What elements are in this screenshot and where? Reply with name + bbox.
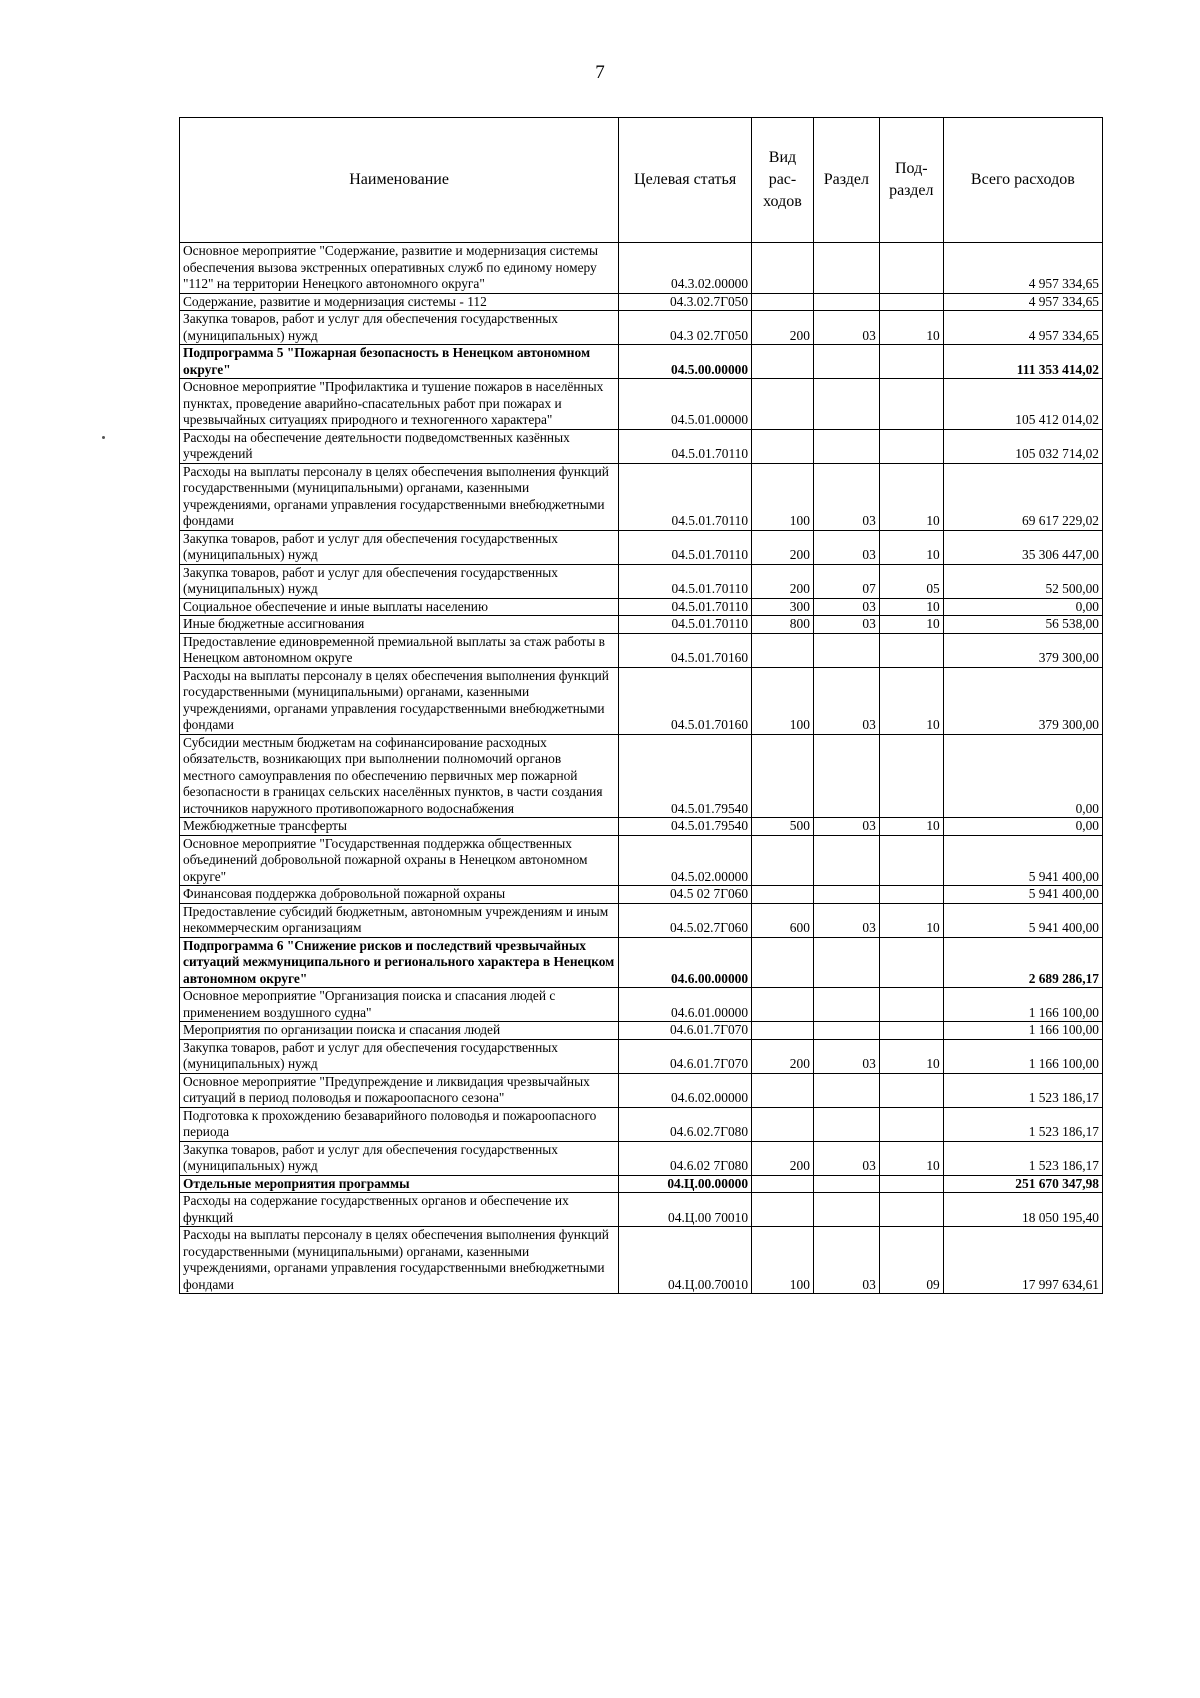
cell-podrazdel xyxy=(879,988,943,1022)
cell-code: 04.5.01.70110 xyxy=(619,616,752,634)
cell-podrazdel: 10 xyxy=(879,616,943,634)
cell-code: 04.5.01.70110 xyxy=(619,564,752,598)
scan-artifact-dot xyxy=(102,436,105,439)
cell-razdel: 03 xyxy=(813,1039,879,1073)
table-row xyxy=(180,463,1103,530)
table-row xyxy=(180,886,1103,904)
cell-razdel: 03 xyxy=(813,1141,879,1175)
table-row xyxy=(180,937,1103,988)
cell-vid: 500 xyxy=(752,818,814,836)
cell-name: Мероприятия по организации поиска и спасания людей xyxy=(180,1022,619,1040)
header-razdel: Раздел xyxy=(813,118,879,243)
table-row xyxy=(180,429,1103,463)
cell-code: 04.6.02.00000 xyxy=(619,1073,752,1107)
cell-name: Основное мероприятие "Профилактика и тушение пожаров в населённых пунктах, проведение аварийно-спасательных работ при пожарах и чрезвычайных ситуациях природного и техногенного характера" xyxy=(180,379,619,430)
cell-podrazdel: 09 xyxy=(879,1227,943,1294)
cell-vid: 600 xyxy=(752,903,814,937)
table-row xyxy=(180,564,1103,598)
cell-vid: 200 xyxy=(752,1039,814,1073)
cell-vid: 200 xyxy=(752,564,814,598)
header-vid: Вид рас-ходов xyxy=(752,118,814,243)
cell-code: 04.3 02.7Г050 xyxy=(619,311,752,345)
cell-total: 379 300,00 xyxy=(943,633,1102,667)
cell-name: Расходы на содержание государственных органов и обеспечение их функций xyxy=(180,1193,619,1227)
cell-total: 2 689 286,17 xyxy=(943,937,1102,988)
cell-podrazdel xyxy=(879,345,943,379)
cell-razdel xyxy=(813,293,879,311)
cell-name: Социальное обеспечение и иные выплаты населению xyxy=(180,598,619,616)
cell-podrazdel xyxy=(879,937,943,988)
cell-vid xyxy=(752,1022,814,1040)
cell-razdel: 03 xyxy=(813,598,879,616)
table-row xyxy=(180,1107,1103,1141)
table-row xyxy=(180,1022,1103,1040)
cell-code: 04.6.02 7Г080 xyxy=(619,1141,752,1175)
cell-total: 18 050 195,40 xyxy=(943,1193,1102,1227)
cell-razdel xyxy=(813,988,879,1022)
cell-total: 35 306 447,00 xyxy=(943,530,1102,564)
cell-name: Закупка товаров, работ и услуг для обеспечения государственных (муниципальных) нужд xyxy=(180,1039,619,1073)
cell-code: 04.Ц.00.00000 xyxy=(619,1175,752,1193)
cell-total: 5 941 400,00 xyxy=(943,886,1102,904)
cell-code: 04.5 02 7Г060 xyxy=(619,886,752,904)
cell-total: 1 523 186,17 xyxy=(943,1141,1102,1175)
table-row xyxy=(180,903,1103,937)
cell-total: 1 166 100,00 xyxy=(943,988,1102,1022)
cell-podrazdel: 05 xyxy=(879,564,943,598)
cell-vid: 100 xyxy=(752,463,814,530)
cell-vid xyxy=(752,429,814,463)
table-row xyxy=(180,243,1103,294)
cell-total: 105 412 014,02 xyxy=(943,379,1102,430)
cell-code: 04.6.00.00000 xyxy=(619,937,752,988)
budget-table xyxy=(179,117,1103,1294)
cell-total: 1 166 100,00 xyxy=(943,1022,1102,1040)
cell-name: Содержание, развитие и модернизация системы - 112 xyxy=(180,293,619,311)
table-row xyxy=(180,1175,1103,1193)
cell-code: 04.5.01.70160 xyxy=(619,667,752,734)
cell-total: 5 941 400,00 xyxy=(943,903,1102,937)
cell-podrazdel xyxy=(879,1073,943,1107)
cell-podrazdel xyxy=(879,1193,943,1227)
cell-podrazdel: 10 xyxy=(879,463,943,530)
cell-code: 04.6.01.00000 xyxy=(619,988,752,1022)
cell-total: 5 941 400,00 xyxy=(943,835,1102,886)
cell-vid: 100 xyxy=(752,1227,814,1294)
header-total: Всего расходов xyxy=(943,118,1102,243)
cell-vid xyxy=(752,1107,814,1141)
table-row xyxy=(180,1141,1103,1175)
cell-podrazdel: 10 xyxy=(879,667,943,734)
cell-vid: 800 xyxy=(752,616,814,634)
table-row xyxy=(180,667,1103,734)
cell-total: 56 538,00 xyxy=(943,616,1102,634)
cell-razdel: 03 xyxy=(813,530,879,564)
cell-podrazdel xyxy=(879,886,943,904)
cell-razdel: 03 xyxy=(813,1227,879,1294)
cell-vid xyxy=(752,243,814,294)
cell-vid xyxy=(752,988,814,1022)
cell-name: Закупка товаров, работ и услуг для обеспечения государственных (муниципальных) нужд xyxy=(180,564,619,598)
table-row xyxy=(180,1193,1103,1227)
cell-total: 1 166 100,00 xyxy=(943,1039,1102,1073)
cell-name: Расходы на выплаты персоналу в целях обеспечения выполнения функций государственными (муниципальными) органами, казенными учреждениями, органами управления государственными внебюджетными фондами xyxy=(180,667,619,734)
cell-code: 04.5.00.00000 xyxy=(619,345,752,379)
cell-razdel xyxy=(813,734,879,818)
table-row xyxy=(180,818,1103,836)
cell-code: 04.5.01.79540 xyxy=(619,734,752,818)
cell-total: 52 500,00 xyxy=(943,564,1102,598)
cell-podrazdel: 10 xyxy=(879,598,943,616)
cell-razdel: 03 xyxy=(813,463,879,530)
cell-podrazdel: 10 xyxy=(879,530,943,564)
cell-code: 04.5.01.70110 xyxy=(619,598,752,616)
table-row xyxy=(180,616,1103,634)
cell-vid xyxy=(752,937,814,988)
cell-code: 04.5.01.70110 xyxy=(619,530,752,564)
cell-razdel xyxy=(813,345,879,379)
cell-name: Предоставление единовременной премиальной выплаты за стаж работы в Ненецком автономном округе xyxy=(180,633,619,667)
cell-name: Основное мероприятие "Предупреждение и ликвидация чрезвычайных ситуаций в период половодья и пожароопасного сезона" xyxy=(180,1073,619,1107)
cell-name: Подготовка к прохождению безаварийного половодья и пожароопасного периода xyxy=(180,1107,619,1141)
cell-podrazdel xyxy=(879,379,943,430)
cell-name: Расходы на выплаты персоналу в целях обеспечения выполнения функций государственными (муниципальными) органами, казенными учреждениями, органами управления государственными внебюджетными фондами xyxy=(180,463,619,530)
header-code: Целевая статья xyxy=(619,118,752,243)
cell-vid: 200 xyxy=(752,1141,814,1175)
cell-total: 0,00 xyxy=(943,598,1102,616)
cell-code: 04.5.01.70160 xyxy=(619,633,752,667)
cell-razdel: 03 xyxy=(813,616,879,634)
cell-podrazdel: 10 xyxy=(879,1039,943,1073)
cell-razdel: 03 xyxy=(813,818,879,836)
cell-code: 04.3.02.00000 xyxy=(619,243,752,294)
page-number: 7 xyxy=(595,62,605,83)
cell-vid: 100 xyxy=(752,667,814,734)
cell-name: Основное мероприятие "Организация поиска и спасания людей с применением воздушного судна" xyxy=(180,988,619,1022)
cell-code: 04.6.01.7Г070 xyxy=(619,1039,752,1073)
cell-total: 1 523 186,17 xyxy=(943,1107,1102,1141)
cell-code: 04.Ц.00.70010 xyxy=(619,1227,752,1294)
cell-code: 04.6.02.7Г080 xyxy=(619,1107,752,1141)
cell-name: Закупка товаров, работ и услуг для обеспечения государственных (муниципальных) нужд xyxy=(180,311,619,345)
table-row xyxy=(180,1227,1103,1294)
cell-total: 105 032 714,02 xyxy=(943,429,1102,463)
cell-podrazdel xyxy=(879,633,943,667)
cell-razdel: 07 xyxy=(813,564,879,598)
cell-name: Подпрограмма 5 "Пожарная безопасность в Ненецком автономном округе" xyxy=(180,345,619,379)
cell-code: 04.5.01.70110 xyxy=(619,429,752,463)
table-row xyxy=(180,835,1103,886)
table-row xyxy=(180,1073,1103,1107)
cell-vid: 200 xyxy=(752,530,814,564)
cell-podrazdel: 10 xyxy=(879,1141,943,1175)
cell-total: 4 957 334,65 xyxy=(943,243,1102,294)
cell-code: 04.Ц.00 70010 xyxy=(619,1193,752,1227)
cell-name: Основное мероприятие "Содержание, развитие и модернизация системы обеспечения вызова экстренных оперативных служб по единому номеру "112" на территории Ненецкого автономного округа" xyxy=(180,243,619,294)
cell-name: Закупка товаров, работ и услуг для обеспечения государственных (муниципальных) нужд xyxy=(180,1141,619,1175)
table-row xyxy=(180,293,1103,311)
cell-podrazdel: 10 xyxy=(879,903,943,937)
cell-vid xyxy=(752,1073,814,1107)
cell-razdel xyxy=(813,835,879,886)
cell-vid xyxy=(752,345,814,379)
cell-vid: 300 xyxy=(752,598,814,616)
cell-razdel: 03 xyxy=(813,903,879,937)
header-podrazdel: Под-раздел xyxy=(879,118,943,243)
cell-vid xyxy=(752,1175,814,1193)
cell-code: 04.5.01.00000 xyxy=(619,379,752,430)
cell-total: 0,00 xyxy=(943,818,1102,836)
cell-total: 251 670 347,98 xyxy=(943,1175,1102,1193)
cell-total: 4 957 334,65 xyxy=(943,293,1102,311)
cell-podrazdel xyxy=(879,1022,943,1040)
table-row xyxy=(180,379,1103,430)
table-row xyxy=(180,734,1103,818)
cell-code: 04.3.02.7Г050 xyxy=(619,293,752,311)
table-row xyxy=(180,345,1103,379)
table-row xyxy=(180,311,1103,345)
table-row xyxy=(180,598,1103,616)
cell-podrazdel xyxy=(879,243,943,294)
cell-code: 04.5.02.00000 xyxy=(619,835,752,886)
cell-total: 1 523 186,17 xyxy=(943,1073,1102,1107)
cell-podrazdel xyxy=(879,734,943,818)
cell-razdel xyxy=(813,886,879,904)
cell-razdel: 03 xyxy=(813,667,879,734)
cell-vid xyxy=(752,734,814,818)
cell-razdel xyxy=(813,243,879,294)
table-header-row xyxy=(180,118,1103,243)
cell-total: 379 300,00 xyxy=(943,667,1102,734)
cell-code: 04.5.01.79540 xyxy=(619,818,752,836)
cell-razdel xyxy=(813,1175,879,1193)
cell-total: 17 997 634,61 xyxy=(943,1227,1102,1294)
table-row xyxy=(180,633,1103,667)
cell-podrazdel: 10 xyxy=(879,818,943,836)
cell-podrazdel xyxy=(879,1107,943,1141)
cell-razdel xyxy=(813,1107,879,1141)
table-row xyxy=(180,1039,1103,1073)
cell-razdel xyxy=(813,937,879,988)
cell-razdel: 03 xyxy=(813,311,879,345)
header-name: Наименование xyxy=(180,118,619,243)
cell-name: Субсидии местным бюджетам на софинансирование расходных обязательств, возникающих при выполнении полномочий органов местного самоуправления по обеспечению первичных мер пожарной безопасности в границах сельских населённых пунктов, в части создания источников наружного противопожарного водоснабжения xyxy=(180,734,619,818)
cell-razdel xyxy=(813,429,879,463)
cell-razdel xyxy=(813,1022,879,1040)
cell-total: 111 353 414,02 xyxy=(943,345,1102,379)
cell-vid xyxy=(752,886,814,904)
cell-total: 69 617 229,02 xyxy=(943,463,1102,530)
cell-name: Подпрограмма 6 "Снижение рисков и последствий чрезвычайных ситуаций межмуниципального и регионального характера в Ненецком автономном округе" xyxy=(180,937,619,988)
cell-podrazdel xyxy=(879,1175,943,1193)
cell-vid xyxy=(752,633,814,667)
cell-name: Основное мероприятие "Государственная поддержка общественных объединений добровольной пожарной охраны в Ненецком автономном округе" xyxy=(180,835,619,886)
cell-name: Предоставление субсидий бюджетным, автономным учреждениям и иным некоммерческим организациям xyxy=(180,903,619,937)
table-body xyxy=(180,243,1103,1294)
cell-podrazdel xyxy=(879,293,943,311)
cell-name: Отдельные мероприятия программы xyxy=(180,1175,619,1193)
cell-razdel xyxy=(813,379,879,430)
cell-razdel xyxy=(813,1193,879,1227)
cell-vid xyxy=(752,379,814,430)
table-row xyxy=(180,530,1103,564)
cell-vid xyxy=(752,293,814,311)
cell-razdel xyxy=(813,1073,879,1107)
cell-name: Расходы на обеспечение деятельности подведомственных казённых учреждений xyxy=(180,429,619,463)
cell-podrazdel xyxy=(879,835,943,886)
cell-name: Закупка товаров, работ и услуг для обеспечения государственных (муниципальных) нужд xyxy=(180,530,619,564)
cell-name: Финансовая поддержка добровольной пожарной охраны xyxy=(180,886,619,904)
cell-vid xyxy=(752,1193,814,1227)
table-row xyxy=(180,988,1103,1022)
cell-name: Иные бюджетные ассигнования xyxy=(180,616,619,634)
cell-podrazdel: 10 xyxy=(879,311,943,345)
cell-podrazdel xyxy=(879,429,943,463)
cell-razdel xyxy=(813,633,879,667)
cell-vid xyxy=(752,835,814,886)
cell-total: 4 957 334,65 xyxy=(943,311,1102,345)
cell-vid: 200 xyxy=(752,311,814,345)
cell-code: 04.6.01.7Г070 xyxy=(619,1022,752,1040)
cell-total: 0,00 xyxy=(943,734,1102,818)
cell-name: Расходы на выплаты персоналу в целях обеспечения выполнения функций государственными (муниципальными) органами, казенными учреждениями, органами управления государственными внебюджетными фондами xyxy=(180,1227,619,1294)
cell-code: 04.5.02.7Г060 xyxy=(619,903,752,937)
cell-name: Межбюджетные трансферты xyxy=(180,818,619,836)
cell-code: 04.5.01.70110 xyxy=(619,463,752,530)
